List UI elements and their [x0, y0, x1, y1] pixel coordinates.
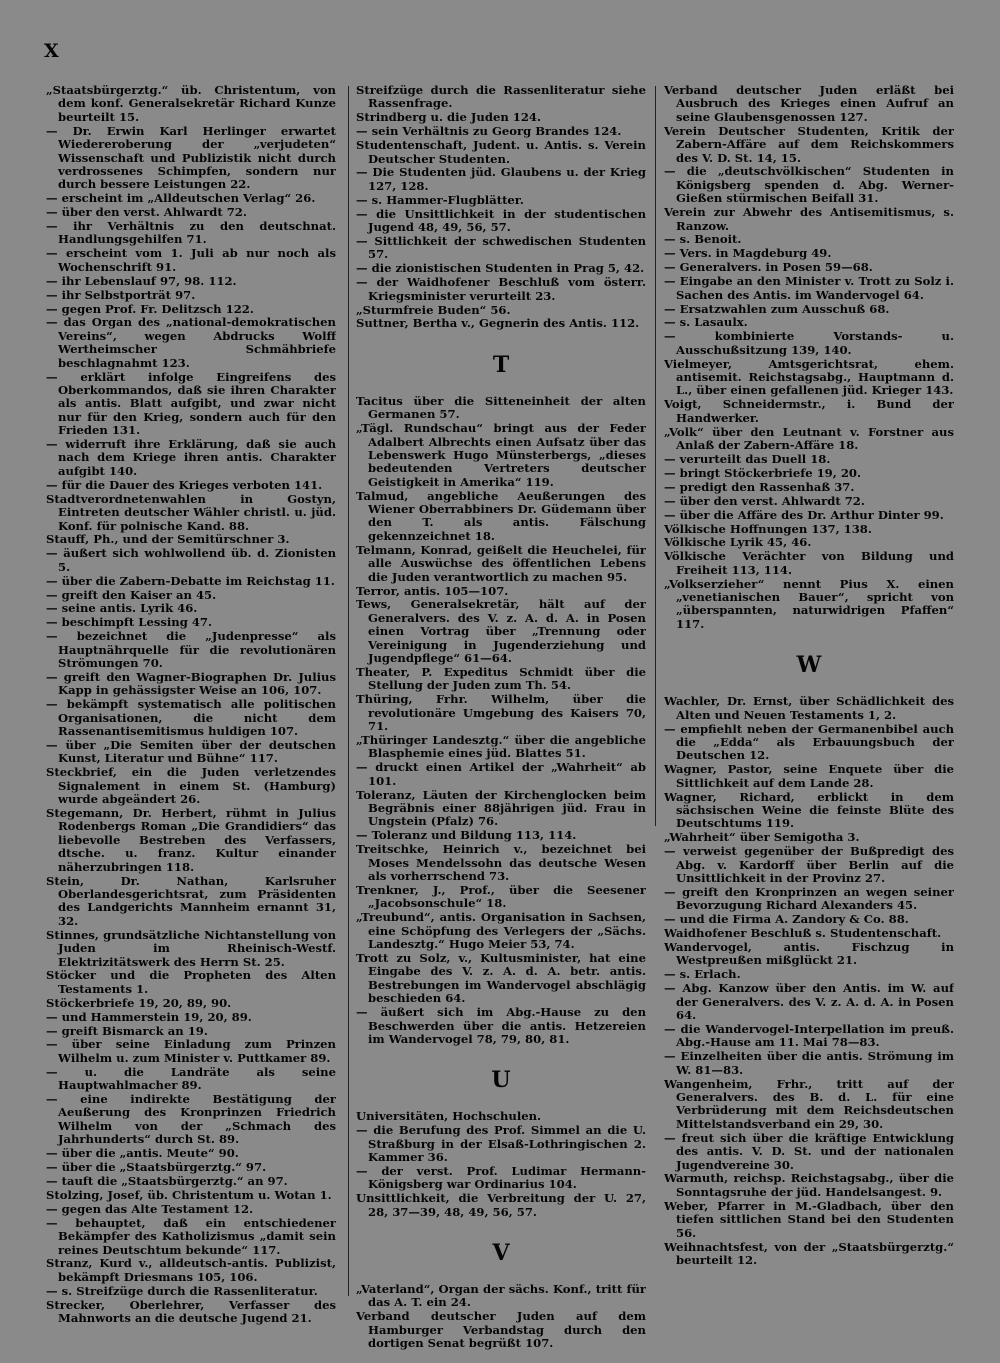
index-entry: Suttner, Bertha v., Gegnerin des Antis. 112. [356, 316, 640, 331]
index-entry: — äußert sich im Abg.-Hause zu den Beschwerden über die antis. Hetzereien im Wandervogel 78, 79, 80, 81. [356, 1005, 646, 1046]
index-entry: „Treubund“, antis. Organisation in Sachsen, eine Schöpfung des Verlegers der „Sächs. Landesztg.“ Hugo Meier 53, 74. [356, 910, 646, 952]
index-entry: — über die „Staatsbürgerztg.“ 97. [46, 1160, 267, 1175]
index-entry: — für die Dauer des Krieges verboten 141. [46, 477, 323, 492]
index-entry: — predigt den Rassenhaß 37. [664, 479, 855, 494]
index-entry: — der verst. Prof. Ludimar Hermann-Königsberg war Ordinarius 104. [356, 1163, 646, 1192]
index-entry: Vielmeyer, Amtsgerichtsrat, ehem. antisemit. Reichstagsabg., Hauptmann d. L., über einen gefallenen jüd. Krieger 143. [664, 356, 954, 398]
index-entry: Strecker, Oberlehrer, Verfasser des Mahnworts an die deutsche Jugend 21. [46, 1297, 336, 1326]
index-entry: — behauptet, daß ein entschiedener Bekämpfer des Katholizismus „damit sein reines Deutschtum bekunde“ 117. [46, 1215, 336, 1257]
index-entry: — Dr. Erwin Karl Herlinger erwartet Wiedereroberung der „verjudeten“ Wissenschaft und Publizistik nicht durch verdrossenes Schimpfen, sondern nur durch bessere Leistungen 22. [46, 123, 336, 192]
index-entry: Stegemann, Dr. Herbert, rühmt in Julius Rodenbergs Roman „Die Grandidiers“ das liebevolle Bestreben des Verfassers, dtsche. u. franz. Kultur einander näherzubringen 118. [46, 806, 336, 874]
index-entry: — der Waidhofener Beschluß vom österr. Kriegsminister verurteilt 23. [356, 275, 646, 303]
index-entry: Verein zur Abwehr des Antisemitismus, s. Ranzow. [664, 205, 954, 233]
index-entry: — bringt Stöckerbriefe 19, 20. [664, 465, 861, 480]
index-entry: Unsittlichkeit, die Verbreitung der U. 27, 28, 37—39, 48, 49, 56, 57. [356, 1191, 646, 1219]
index-entry: Weber, Pfarrer in M.-Gladbach, über den tiefen sittlichen Stand bei den Studenten 56. [664, 1198, 954, 1240]
index-entry: — bezeichnet die „Judenpresse“ als Hauptnährquelle für die revolutionären Strömungen 70. [46, 629, 336, 671]
entry-list [356, 1110, 646, 1219]
index-entry: Tews, Generalsekretär, hält auf der Generalvers. des V. z. A. d. A. in Posen einen Vortrag über „Trennung oder Vereinigung in Jugenderziehung und Jugendpflege“ 61—64. [356, 597, 646, 666]
index-entry: „Vaterland“, Organ der sächs. Konf., tritt für das A. T. ein 24. [356, 1282, 646, 1310]
index-entry: Wandervogel, antis. Fischzug in Westpreußen mißglückt 21. [664, 940, 954, 968]
index-entry: — über „Die Semiten über der deutschen Kunst, Literatur und Bühne“ 117. [46, 738, 336, 766]
index-entry: Treitschke, Heinrich v., bezeichnet bei Moses Mendelssohn das deutsche Wesen als vorherrschend 73. [356, 842, 646, 884]
index-entry: Trott zu Solz, v., Kultusminister, hat eine Eingabe des V. z. A. d. A. betr. antis. Bestrebungen im Wandervogel abschlägig beschieden 64. [356, 950, 646, 1006]
index-entry: — eine indirekte Bestätigung der Aeußerung des Kronprinzen Friedrich Wilhelm von der „Schmach des Jahrhunderts“ durch St. 89. [46, 1092, 336, 1147]
index-entry: „Volkserzieher“ nennt Pius X. einen „venetianischen Bauer“, spricht von „überspannten, naturwidrigen Pfaffen“ 117. [664, 576, 954, 631]
index-entry: „Thüringer Landesztg.“ über die angebliche Blasphemie eines jüd. Blattes 51. [356, 732, 646, 761]
index-entry: — Eingabe an den Minister v. Trott zu Solz i. Sachen des Antis. im Wandervogel 64. [664, 274, 954, 302]
index-entry: Stauff, Ph., und der Semitürschner 3. [46, 532, 290, 547]
entry-list [46, 84, 336, 1325]
entry-list [356, 395, 646, 1047]
index-entry: — seine antis. Lyrik 46. [46, 601, 198, 616]
entry-list [356, 84, 646, 331]
index-entry: — druckt einen Artikel der „Wahrheit“ ab 101. [356, 760, 646, 788]
index-entry: — verurteilt das Duell 18. [664, 451, 831, 466]
index-entry: — über seine Einladung zum Prinzen Wilhelm u. zum Minister v. Puttkamer 89. [46, 1037, 336, 1065]
index-entry: — die Unsittlichkeit in der studentischen Jugend 48, 49, 56, 57. [356, 206, 646, 235]
index-entry: — sein Verhältnis zu Georg Brandes 124. [356, 124, 622, 139]
index-column-1 [46, 84, 336, 1326]
index-entry: Theater, P. Expeditus Schmidt über die Stellung der Juden zum Th. 54. [356, 664, 646, 693]
index-entry: — erscheint im „Alldeutschen Verlag“ 26. [46, 191, 316, 206]
section-letter-t: T [492, 351, 510, 378]
index-entry: — greift Bismarck an 19. [46, 1023, 208, 1038]
index-entry: Wagner, Pastor, seine Enquete über die Sittlichkeit auf dem Lande 28. [664, 762, 954, 790]
page-number: X [44, 40, 59, 62]
index-entry: — Generalvers. in Posen 59—68. [664, 260, 873, 275]
index-entry: — greift den Wagner-Biographen Dr. Julius Kapp in gehässigster Weise an 106, 107. [46, 669, 336, 698]
index-entry: — über den verst. Ahlwardt 72. [46, 205, 247, 220]
index-entry: Thüring, Frhr. Wilhelm, über die revolutionäre Umgebung des Kaisers 70, 71. [356, 692, 646, 734]
index-column-2 [356, 84, 646, 1351]
index-entry: — und die Firma A. Zandory & Co. 88. [664, 912, 909, 927]
index-entry: — erscheint vom 1. Juli ab nur noch als Wochenschrift 91. [46, 246, 336, 274]
index-entry: — erklärt infolge Eingreifens des Oberkommandos, daß sie ihren Charakter als antis. Blatt aufgibt, und zwar nicht nur für den Krieg, sondern auch für den Frieden 131. [46, 369, 336, 438]
index-entry: — s. Hammer-Flugblätter. [356, 192, 524, 207]
index-entry: — über die „antis. Meute“ 90. [46, 1146, 239, 1161]
index-entry: Toleranz, Läuten der Kirchenglocken beim Begräbnis einer 88jährigen jüd. Frau in Ungstein (Pfalz) 76. [356, 787, 646, 829]
index-entry: — Sittlichkeit der schwedischen Studenten 57. [356, 233, 646, 262]
index-entry: — Ersatzwahlen zum Ausschuß 68. [664, 301, 890, 316]
index-entry: — die Berufung des Prof. Simmel an die U. Straßburg in der Elsaß-Lothringischen 2. Kammer 36. [356, 1123, 646, 1165]
index-entry: — äußert sich wohlwollend üb. d. Zionisten 5. [46, 546, 336, 574]
index-entry: Völkische Hoffnungen 137, 138. [664, 521, 872, 536]
index-entry: — gegen das Alte Testament 12. [46, 1201, 254, 1216]
index-entry: — die zionistischen Studenten in Prag 5, 42. [356, 261, 645, 276]
index-entry: — ihr Lebenslauf 97, 98. 112. [46, 273, 237, 288]
index-entry: — Einzelheiten über die antis. Strömung im W. 81—83. [664, 1049, 954, 1077]
section-letter-w: W [796, 652, 822, 679]
index-entry: Waidhofener Beschluß s. Studentenschaft. [664, 926, 942, 941]
index-entry: — beschimpft Lessing 47. [46, 615, 213, 630]
section-letter-v: V [492, 1240, 510, 1267]
index-entry: Warmuth, reichsp. Reichstagsabg., über die Sonntagsruhe der jüd. Handelsangest. 9. [664, 1171, 954, 1199]
index-entry: — über die Affäre des Dr. Arthur Dinter 99. [664, 507, 944, 522]
column-rule [348, 86, 349, 1296]
index-entry: — widerruft ihre Erklärung, daß sie auch nach dem Kriege ihren antis. Charakter aufgibt 140. [46, 437, 336, 478]
index-entry: „Volk“ über den Leutnant v. Forstner aus Anlaß der Zabern-Affäre 18. [664, 424, 954, 453]
index-entry: — über den verst. Ahlwardt 72. [664, 493, 865, 508]
index-entry: — kombinierte Vorstands- u. Ausschußsitzung 139, 140. [664, 329, 954, 357]
index-entry: — s. Lasaulx. [664, 315, 748, 330]
index-entry: Völkische Verächter von Bildung und Freiheit 113, 114. [664, 549, 954, 577]
entry-list [664, 84, 954, 631]
index-entry: Wangenheim, Frhr., tritt auf der Generalvers. des B. d. L. für eine Verbrüderung mit dem Reichsdeutschen Mittelstandsverband ein 29, 30. [664, 1076, 954, 1131]
index-entry: Völkische Lyrik 45, 46. [664, 535, 812, 550]
section-letter-u: U [491, 1067, 511, 1094]
index-entry: — die Wandervogel-Interpellation im preuß. Abg.-Hause am 11. Mai 78—83. [664, 1022, 954, 1050]
index-entry: — ihr Verhältnis zu den deutschnat. Handlungsgehilfen 71. [46, 219, 336, 247]
index-entry: — u. die Landräte als seine Hauptwahlmacher 89. [46, 1064, 336, 1093]
index-entry: „Staatsbürgerztg.“ üb. Christentum, von dem konf. Generalsekretär Richard Kunze beurteilt 15. [46, 84, 336, 124]
index-entry: — Toleranz und Bildung 113, 114. [356, 828, 577, 843]
index-entry: „Sturmfreie Buden“ 56. [356, 302, 511, 317]
index-entry: „Wahrheit“ über Semigotha 3. [664, 830, 860, 845]
index-entry: — freut sich über die kräftige Entwicklung des antis. V. D. St. und der nationalen Jugendvereine 30. [664, 1130, 954, 1172]
index-entry: „Tägl. Rundschau“ bringt aus der Feder Adalbert Albrechts einen Aufsatz über das Lebenswerk Hugo Münsterbergs, „dieses bedeutenden Vertreters deutscher Geistigkeit in Amerika“ 119. [356, 421, 646, 489]
index-entry: Voigt, Schneidermstr., i. Bund der Handwerker. [664, 397, 954, 425]
index-column-3 [664, 84, 954, 1268]
index-entry: — verweist gegenüber der Bußpredigt des Abg. v. Kardorff über Berlin auf die Unsittlichkeit in der Provinz 27. [664, 844, 954, 886]
index-entry: — über die Zabern-Debatte im Reichstag 11. [46, 573, 335, 588]
index-entry: Terror, antis. 105—107. [356, 583, 509, 598]
index-entry: Telmann, Konrad, geißelt die Heuchelei, für alle Auswüchse des öffentlichen Lebens die Juden verantwortlich zu machen 95. [356, 542, 646, 584]
index-entry: Trenkner, J., Prof., über die Seesener „Jacobsonschule“ 18. [356, 882, 646, 911]
index-entry: — bekämpft systematisch alle politischen Organisationen, die nicht dem Rassenantisemitismus huldigen 107. [46, 697, 336, 739]
index-entry: Talmud, angebliche Aeußerungen des Wiener Oberrabbiners Dr. Güdemann über den T. als antis. Fälschung gekennzeichnet 18. [356, 488, 646, 543]
index-entry: Universitäten, Hochschulen. [356, 1109, 542, 1124]
index-entry: — gegen Prof. Fr. Delitzsch 122. [46, 301, 254, 316]
index-entry: Streifzüge durch die Rassenliteratur siehe Rassenfrage. [356, 84, 646, 111]
index-entry: Tacitus über die Sitteneinheit der alten Germanen 57. [356, 393, 646, 422]
index-entry: — Die Studenten jüd. Glaubens u. der Krieg 127, 128. [356, 165, 646, 193]
index-entry: — die „deutschvölkischen“ Studenten in Königsberg spenden d. Abg. Werner-Gießen stürmischen Beifall 31. [664, 164, 954, 206]
index-entry: Stein, Dr. Nathan, Karlsruher Oberlandesgerichtsrat, zum Präsidenten des Landgerichts Mannheim ernannt 31, 32. [46, 873, 336, 928]
index-entry: — s. Streifzüge durch die Rassenliteratur. [46, 1283, 318, 1298]
index-entry: Stinnes, grundsätzliche Nichtanstellung von Juden im Rheinisch-Westf. Elektrizitätswerk des Herrn St. 25. [46, 927, 336, 969]
index-entry: Weihnachtsfest, von der „Staatsbürgerztg.“ beurteilt 12. [664, 1239, 954, 1267]
index-entry: — greift den Kronprinzen an wegen seiner Bevorzugung Richard Alexanders 45. [664, 884, 954, 913]
index-entry: Studentenschaft, Judent. u. Antis. s. Verein Deutscher Studenten. [356, 138, 646, 166]
index-entry: Verein Deutscher Studenten, Kritik der Zabern-Affäre auf dem Reichskommers des V. D. St. 14, 15. [664, 123, 954, 165]
column-rule [655, 86, 656, 826]
index-entry: Stadtverordnetenwahlen in Gostyn, Eintreten deutscher Wähler christl. u. jüd. Konf. für polnische Kand. 88. [46, 491, 336, 533]
index-entry: — s. Benoit. [664, 232, 742, 247]
index-entry: — Vers. in Magdeburg 49. [664, 246, 832, 261]
index-entry: Steckbrief, ein die Juden verletzendes Signalement in einem St. (Hamburg) wurde abgeändert 26. [46, 765, 336, 807]
index-entry: — empfiehlt neben der Germanenbibel auch die „Edda“ als Erbauungsbuch der Deutschen 12. [664, 721, 954, 763]
index-entry: Stolzing, Josef, üb. Christentum u. Wotan 1. [46, 1187, 332, 1202]
index-entry: Wagner, Richard, erblickt in dem sächsischen Weine die feinste Blüte des Deutschtums 119. [664, 789, 954, 831]
index-entry: Wachler, Dr. Ernst, über Schädlichkeit des Alten und Neuen Testaments 1, 2. [664, 694, 954, 722]
index-entry: — Abg. Kanzow über den Antis. im W. auf der Generalvers. des V. z. A. d. A. in Posen 64. [664, 981, 954, 1023]
index-entry: Verband deutscher Juden erläßt bei Ausbruch des Krieges einen Aufruf an seine Glaubensgenossen 127. [664, 84, 954, 124]
index-entry: — greift den Kaiser an 45. [46, 587, 217, 602]
index-entry: — s. Erlach. [664, 967, 741, 982]
index-entry: Stöcker und die Propheten des Alten Testaments 1. [46, 968, 336, 996]
index-entry: — und Hammerstein 19, 20, 89. [46, 1009, 252, 1024]
entry-list [664, 695, 954, 1267]
entry-list [356, 1283, 646, 1351]
index-entry: Verband deutscher Juden auf dem Hamburger Verbandstag durch den dortigen Senat begrüßt 107. [356, 1309, 646, 1351]
index-entry: — tauft die „Staatsbürgerztg.“ an 97. [46, 1174, 288, 1188]
index-entry: Stranz, Kurd v., alldeutsch-antis. Publizist, bekämpft Driesmans 105, 106. [46, 1256, 336, 1284]
index-entry: Stöckerbriefe 19, 20, 89, 90. [46, 995, 232, 1010]
index-entry: — ihr Selbstporträt 97. [46, 287, 196, 302]
index-entry: Strindberg u. die Juden 124. [356, 110, 542, 125]
index-entry: — das Organ des „national-demokratischen Vereins“, wegen Abdrucks Wolff Wertheimscher Schmähbriefe beschlagnahmt 123. [46, 315, 336, 370]
